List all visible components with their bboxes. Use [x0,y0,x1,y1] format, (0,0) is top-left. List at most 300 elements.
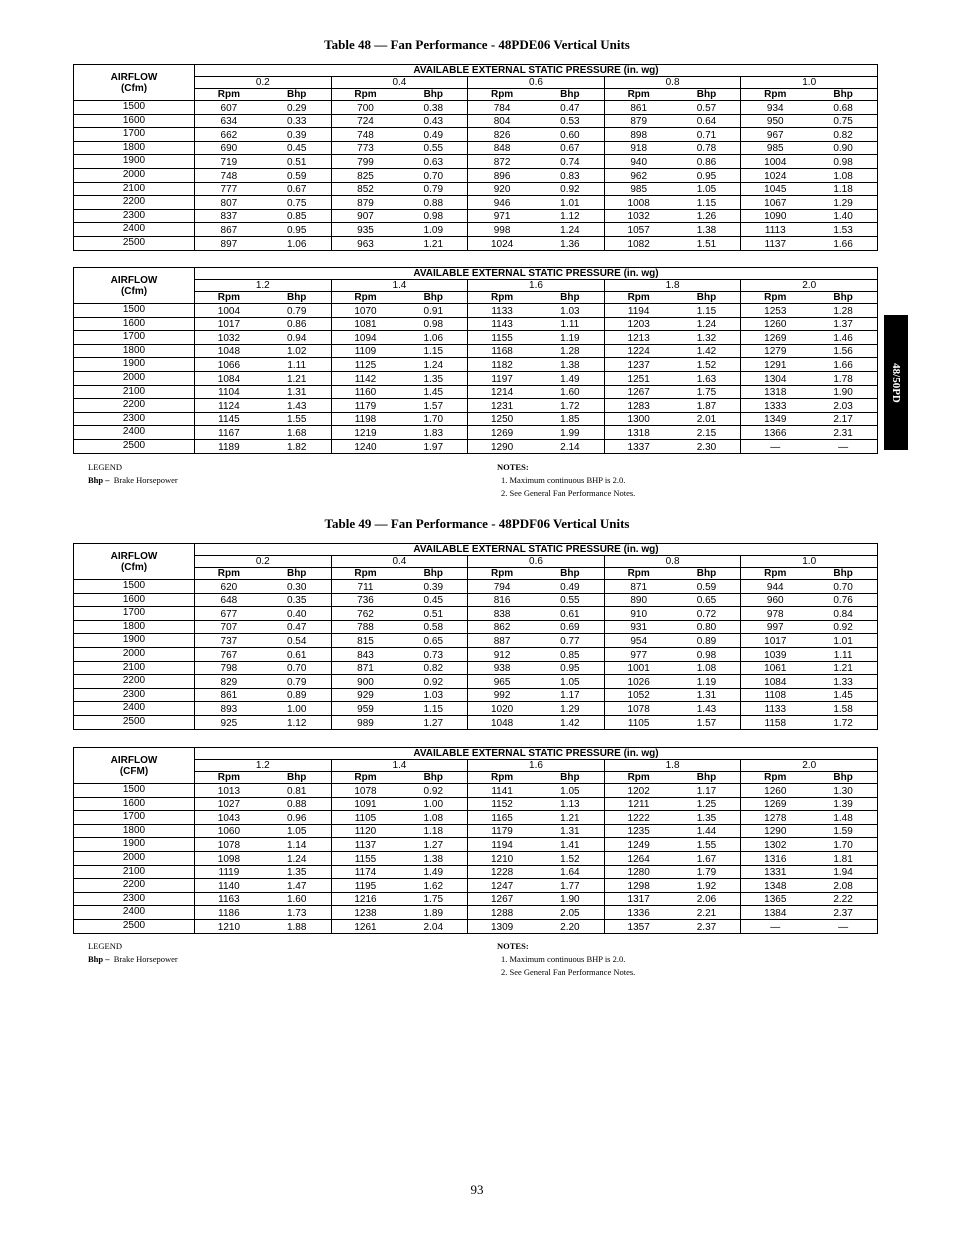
airflow-header [74,65,195,101]
rpm-cell: 946 [468,196,536,210]
bhp-cell: 1.67 [673,851,741,865]
rpm-cell: 1231 [468,399,536,413]
bhp-cell: 0.35 [263,593,331,607]
bhp-cell: 0.73 [399,647,467,661]
bhp-cell: 1.21 [809,661,877,675]
bhp-cell: 0.49 [536,580,604,594]
bhp-cell: 0.63 [399,155,467,169]
rpm-cell: 690 [195,141,263,155]
bhp-cell: 1.01 [809,634,877,648]
bhp-cell: 1.83 [399,426,467,440]
legend-desc: Brake Horsepower [113,475,178,485]
rpm-cell: 1195 [331,879,399,893]
rpm-cell: 843 [331,647,399,661]
bhp-cell: 0.89 [263,688,331,702]
static-pressure-header: AVAILABLE EXTERNAL STATIC PRESSURE (in. wg) [195,65,878,77]
bhp-cell: 0.39 [399,580,467,594]
rpm-cell: 1137 [741,236,809,250]
bhp-cell: 2.05 [536,906,604,920]
bhp-cell: 1.26 [673,209,741,223]
rpm-cell: 784 [468,101,536,115]
airflow-cell: 1900 [74,155,195,169]
bhp-cell: 0.90 [809,141,877,155]
bhp-cell: 0.49 [399,128,467,142]
airflow-cell: 2200 [74,196,195,210]
table-row [74,385,878,399]
bhp-cell: 1.38 [673,223,741,237]
table-row [74,580,878,594]
legend-entry [88,474,178,487]
rpm-cell: 1168 [468,344,536,358]
rpm-cell: 1160 [331,385,399,399]
bhp-cell: 1.43 [673,702,741,716]
rpm-cell: 1186 [195,906,263,920]
bhp-cell: 1.37 [809,317,877,331]
rpm-cell: 1269 [741,331,809,345]
bhp-cell: 1.36 [536,236,604,250]
rpm-cell: 1078 [604,702,672,716]
bhp-cell: 0.79 [263,675,331,689]
airflow-header-line: (Cfm) [120,285,148,297]
bhp-cell: 1.25 [673,797,741,811]
airflow-cell: 1700 [74,607,195,621]
rpm-cell: 862 [468,620,536,634]
rpm-cell: 1309 [468,919,536,933]
airflow-cell: 2000 [74,851,195,865]
table-row [74,223,878,237]
pressure-column-header: 0.2 [195,77,332,89]
bhp-column-header: Bhp [809,568,877,580]
rpm-cell: 1216 [331,892,399,906]
rpm-cell: 1119 [195,865,263,879]
bhp-cell: 1.33 [809,675,877,689]
airflow-cell: 2300 [74,209,195,223]
bhp-cell: 2.15 [673,426,741,440]
bhp-column-header: Bhp [673,292,741,304]
fan-performance-table-48-high-pressure [73,267,878,454]
rpm-cell: 1145 [195,412,263,426]
table-49-caption: Table 49 — Fan Performance - 48PDF06 Vertical Units [324,516,630,531]
rpm-cell: 1249 [604,838,672,852]
rpm-cell: 1197 [468,371,536,385]
airflow-header-line: AIRFLOW [110,274,158,286]
rpm-cell: 1194 [604,304,672,318]
bhp-cell: 0.95 [536,661,604,675]
bhp-cell: 1.45 [399,385,467,399]
rpm-cell: 896 [468,168,536,182]
table-row [74,128,878,142]
bhp-cell: 1.42 [673,344,741,358]
rpm-cell: 677 [195,607,263,621]
rpm-cell: 1082 [604,236,672,250]
table-row [74,412,878,426]
bhp-cell: 1.32 [673,331,741,345]
bhp-cell: 1.90 [809,385,877,399]
rpm-cell: 967 [741,128,809,142]
rpm-cell: 1140 [195,879,263,893]
rpm-column-header: Rpm [604,568,672,580]
bhp-cell: 0.67 [263,182,331,196]
bhp-cell: 1.58 [809,702,877,716]
rpm-cell: 1060 [195,824,263,838]
rpm-cell: 1105 [331,811,399,825]
fan-performance-table-49-low-pressure [73,543,878,730]
rpm-column-header: Rpm [604,772,672,784]
bhp-cell: 1.45 [809,688,877,702]
bhp-cell: 1.15 [673,196,741,210]
rpm-cell: 1048 [195,344,263,358]
bhp-cell: 1.49 [399,865,467,879]
bhp-cell: 1.56 [809,344,877,358]
bhp-cell: 1.31 [536,824,604,838]
bhp-cell: 0.67 [536,141,604,155]
rpm-cell: 935 [331,223,399,237]
table-row [74,593,878,607]
airflow-cell: 1500 [74,784,195,798]
rpm-cell: 861 [604,101,672,115]
bhp-cell: 0.79 [263,304,331,318]
rpm-cell: 1336 [604,906,672,920]
bhp-cell: 1.21 [263,371,331,385]
pressure-column-header: 1.4 [331,280,468,292]
rpm-cell: 1113 [741,223,809,237]
rpm-cell: 1120 [331,824,399,838]
bhp-cell: 1.12 [263,715,331,729]
bhp-cell: — [809,439,877,453]
rpm-cell: 912 [468,647,536,661]
rpm-cell: 852 [331,182,399,196]
bhp-cell: 1.12 [536,209,604,223]
rpm-cell: 648 [195,593,263,607]
table-row [74,647,878,661]
airflow-cell: 1700 [74,128,195,142]
rpm-cell: 1061 [741,661,809,675]
rpm-cell: — [741,439,809,453]
bhp-cell: 1.59 [809,824,877,838]
bhp-cell: 1.48 [809,811,877,825]
bhp-cell: 0.86 [673,155,741,169]
table-row [74,155,878,169]
bhp-cell: 1.17 [536,688,604,702]
rpm-cell: 1052 [604,688,672,702]
rpm-cell: 978 [741,607,809,621]
rpm-cell: 838 [468,607,536,621]
rpm-cell: 1261 [331,919,399,933]
rpm-cell: 887 [468,634,536,648]
legend-title: LEGEND [88,462,122,472]
bhp-cell: 2.20 [536,919,604,933]
rpm-cell: 1250 [468,412,536,426]
bhp-cell: 2.37 [809,906,877,920]
bhp-cell: 1.49 [536,371,604,385]
bhp-cell: 0.91 [399,304,467,318]
bhp-cell: 0.75 [263,196,331,210]
airflow-header [74,268,195,304]
bhp-cell: 1.62 [399,879,467,893]
airflow-header-line: (Cfm) [120,82,148,94]
bhp-cell: 0.45 [399,593,467,607]
bhp-cell: 1.05 [673,182,741,196]
bhp-cell: 1.78 [809,371,877,385]
bhp-cell: 0.82 [399,661,467,675]
airflow-cell: 1800 [74,141,195,155]
rpm-column-header: Rpm [741,89,809,101]
bhp-cell: 0.86 [263,317,331,331]
bhp-cell: 2.01 [673,412,741,426]
bhp-cell: 0.83 [536,168,604,182]
bhp-cell: 0.82 [809,128,877,142]
pressure-column-header: 1.8 [604,760,741,772]
table-row [74,607,878,621]
bhp-cell: 1.72 [536,399,604,413]
bhp-cell: 0.30 [263,580,331,594]
rpm-cell: 1094 [331,331,399,345]
table-row [74,168,878,182]
rpm-cell: 620 [195,580,263,594]
rpm-cell: 1165 [468,811,536,825]
airflow-header [74,748,195,784]
pressure-column-header: 0.4 [331,77,468,89]
pressure-column-header: 1.6 [468,280,605,292]
bhp-cell: 1.01 [536,196,604,210]
airflow-cell: 1600 [74,593,195,607]
rpm-cell: 963 [331,236,399,250]
rpm-cell: 938 [468,661,536,675]
bhp-cell: 0.61 [263,647,331,661]
rpm-cell: 1253 [741,304,809,318]
bhp-cell: 0.76 [809,593,877,607]
bhp-cell: 2.30 [673,439,741,453]
bhp-cell: 1.53 [809,223,877,237]
rpm-cell: 815 [331,634,399,648]
notes-title: NOTES: [497,941,529,951]
rpm-cell: 1158 [741,715,809,729]
bhp-cell: 1.75 [399,892,467,906]
airflow-cell: 2500 [74,715,195,729]
airflow-cell: 2000 [74,371,195,385]
bhp-cell: 0.92 [536,182,604,196]
bhp-cell: 1.17 [673,784,741,798]
bhp-column-header: Bhp [536,772,604,784]
pressure-column-header: 0.6 [468,77,605,89]
bhp-cell: 0.72 [673,607,741,621]
bhp-cell: 1.02 [263,344,331,358]
bhp-cell: 0.54 [263,634,331,648]
bhp-cell: 1.94 [809,865,877,879]
bhp-cell: 1.30 [809,784,877,798]
bhp-cell: 0.40 [263,607,331,621]
bhp-cell: 0.33 [263,114,331,128]
bhp-cell: 1.81 [809,851,877,865]
bhp-cell: 1.18 [399,824,467,838]
table-row [74,209,878,223]
rpm-cell: 1017 [741,634,809,648]
pressure-column-header: 2.0 [741,280,878,292]
note-2: 2. See General Fan Performance Notes. [501,488,636,498]
airflow-cell: 1900 [74,634,195,648]
bhp-cell: 1.21 [536,811,604,825]
rpm-cell: 1348 [741,879,809,893]
rpm-cell: 985 [741,141,809,155]
rpm-cell: 748 [195,168,263,182]
bhp-cell: 1.08 [399,811,467,825]
rpm-cell: 907 [331,209,399,223]
bhp-cell: 1.82 [263,439,331,453]
bhp-cell: 0.43 [399,114,467,128]
bhp-cell: 1.42 [536,715,604,729]
rpm-cell: 719 [195,155,263,169]
bhp-cell: 1.11 [536,317,604,331]
bhp-cell: 1.08 [809,168,877,182]
bhp-cell: 1.47 [263,879,331,893]
rpm-cell: 1098 [195,851,263,865]
bhp-cell: 1.38 [399,851,467,865]
rpm-cell: 799 [331,155,399,169]
rpm-cell: 634 [195,114,263,128]
bhp-cell: 0.92 [399,784,467,798]
legend-title: LEGEND [88,941,122,951]
bhp-cell: 1.90 [536,892,604,906]
table-row [74,851,878,865]
bhp-cell: 1.52 [536,851,604,865]
airflow-cell: 2100 [74,865,195,879]
airflow-cell: 1600 [74,114,195,128]
rpm-cell: 1133 [468,304,536,318]
rpm-cell: 1202 [604,784,672,798]
bhp-cell: 1.79 [673,865,741,879]
bhp-cell: 2.08 [809,879,877,893]
rpm-cell: 1078 [195,838,263,852]
rpm-cell: 992 [468,688,536,702]
table-row [74,344,878,358]
rpm-cell: 871 [604,580,672,594]
rpm-cell: 925 [195,715,263,729]
bhp-cell: 1.35 [263,865,331,879]
bhp-cell: 0.55 [399,141,467,155]
bhp-cell: 1.88 [263,919,331,933]
static-pressure-header: AVAILABLE EXTERNAL STATIC PRESSURE (in. wg) [195,748,878,760]
bhp-cell: 0.60 [536,128,604,142]
rpm-cell: 929 [331,688,399,702]
rpm-cell: 804 [468,114,536,128]
pressure-column-header: 1.2 [195,760,332,772]
rpm-cell: 1067 [741,196,809,210]
bhp-cell: 1.21 [399,236,467,250]
airflow-cell: 2500 [74,236,195,250]
rpm-cell: 1214 [468,385,536,399]
rpm-cell: 1264 [604,851,672,865]
rpm-cell: 1070 [331,304,399,318]
rpm-cell: 1179 [331,399,399,413]
rpm-cell: 1210 [468,851,536,865]
rpm-cell: 777 [195,182,263,196]
table-row [74,114,878,128]
rpm-cell: 1155 [468,331,536,345]
bhp-cell: 0.70 [399,168,467,182]
airflow-cell: 2300 [74,412,195,426]
rpm-cell: 954 [604,634,672,648]
airflow-cell: 1900 [74,838,195,852]
airflow-cell: 2400 [74,906,195,920]
rpm-cell: 940 [604,155,672,169]
bhp-cell: 0.51 [263,155,331,169]
rpm-column-header: Rpm [331,89,399,101]
rpm-cell: 897 [195,236,263,250]
bhp-cell: 2.03 [809,399,877,413]
table-row [74,879,878,893]
bhp-cell: 0.45 [263,141,331,155]
bhp-cell: 1.05 [536,675,604,689]
rpm-cell: 1163 [195,892,263,906]
bhp-cell: 0.53 [536,114,604,128]
bhp-cell: — [809,919,877,933]
rpm-cell: 1179 [468,824,536,838]
bhp-cell: 1.43 [263,399,331,413]
pressure-column-header: 0.2 [195,556,332,568]
table-48-caption: Table 48 — Fan Performance - 48PDE06 Vertical Units [324,37,630,52]
airflow-cell: 1600 [74,317,195,331]
rpm-cell: 736 [331,593,399,607]
bhp-column-header: Bhp [536,89,604,101]
rpm-column-header: Rpm [741,292,809,304]
rpm-cell: 998 [468,223,536,237]
bhp-cell: 1.73 [263,906,331,920]
bhp-cell: 0.68 [809,101,877,115]
bhp-column-header: Bhp [809,292,877,304]
rpm-cell: 910 [604,607,672,621]
bhp-cell: 0.89 [673,634,741,648]
bhp-cell: 1.28 [536,344,604,358]
airflow-cell: 2000 [74,168,195,182]
rpm-cell: 1278 [741,811,809,825]
table-row [74,426,878,440]
airflow-cell: 2200 [74,399,195,413]
rpm-cell: 960 [741,593,809,607]
bhp-cell: 1.06 [263,236,331,250]
rpm-cell: 934 [741,101,809,115]
rpm-cell: 893 [195,702,263,716]
page-number: 93 [470,1182,484,1197]
bhp-cell: 2.06 [673,892,741,906]
rpm-cell: 1219 [331,426,399,440]
pressure-column-header: 0.8 [604,77,741,89]
bhp-cell: 0.47 [263,620,331,634]
bhp-cell: 1.05 [263,824,331,838]
rpm-cell: 965 [468,675,536,689]
airflow-header-line: (Cfm) [120,561,148,573]
rpm-cell: 1235 [604,824,672,838]
rpm-cell: 1269 [468,426,536,440]
bhp-cell: 1.00 [399,797,467,811]
rpm-column-header: Rpm [604,292,672,304]
table-row [74,688,878,702]
bhp-cell: 1.97 [399,439,467,453]
bhp-cell: 1.19 [536,331,604,345]
notes-title: NOTES: [497,462,529,472]
side-tab-label: 48/50PD [890,362,902,403]
rpm-cell: 1267 [468,892,536,906]
table-row [74,838,878,852]
pressure-column-header: 1.0 [741,556,878,568]
rpm-cell: 1247 [468,879,536,893]
bhp-cell: 2.31 [809,426,877,440]
rpm-cell: 931 [604,620,672,634]
bhp-column-header: Bhp [263,772,331,784]
pressure-column-header: 0.6 [468,556,605,568]
rpm-cell: 1001 [604,661,672,675]
rpm-cell: 1349 [741,412,809,426]
rpm-column-header: Rpm [468,772,536,784]
